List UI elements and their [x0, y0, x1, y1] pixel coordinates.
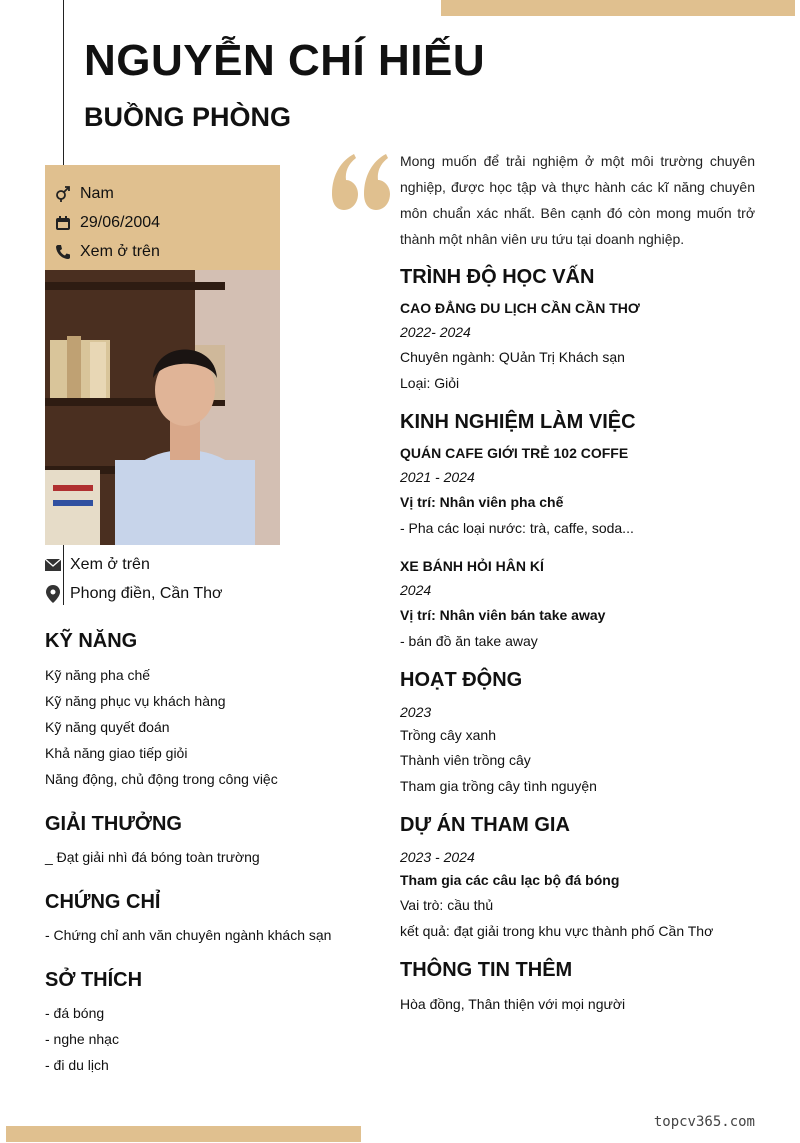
gender-icon — [54, 185, 71, 202]
profile-photo — [45, 270, 280, 545]
education-major: Chuyên ngành: QUản Trị Khách sạn — [400, 349, 625, 365]
location-icon — [45, 586, 61, 602]
email-row — [45, 550, 223, 579]
hobbies-title: SỞ THÍCH — [45, 969, 143, 991]
job-position: Vị trí: Nhân viên pha chế — [400, 494, 564, 510]
project-result: kết quả: đạt giải trong khu vực thành phố Cần Thơ — [400, 923, 714, 939]
job-company: QUÁN CAFE GIỚI TRẺ 102 COFFE — [400, 445, 629, 461]
education-grade: Loại: Giỏi — [400, 375, 460, 391]
skill-item: Năng động, chủ động trong công việc — [45, 771, 278, 787]
career-objective: Mong muốn để trải nghiệm ở một môi trường chuyên nghiệp, được học tập và thực hành các kĩ năng chuyên môn chuẩn xác nhất. Bên cạnh đó còn mong muốn trở thành một nhân viên ưu tứu tại doanh nghiệp. — [400, 153, 755, 247]
award-item: _ Đạt giải nhì đá bóng toàn trường — [45, 849, 260, 865]
activities-period: 2023 — [400, 704, 432, 720]
project-role: Vai trò: cầu thủ — [400, 897, 494, 913]
job-description: - Pha các loại nước: trà, caffe, soda... — [400, 520, 634, 536]
extra-info-text: Hòa đồng, Thân thiện với mọi người — [400, 996, 626, 1012]
email-value: Xem ở trên — [70, 555, 150, 573]
phone-row — [45, 237, 280, 266]
skill-item: Kỹ năng phục vụ khách hàng — [45, 693, 226, 709]
extra-info-title: THÔNG TIN THÊM — [400, 959, 573, 981]
certificates-title: CHỨNG CHỈ — [45, 891, 161, 913]
job-description: - bán đồ ăn take away — [400, 633, 538, 649]
birthday-row — [45, 208, 280, 237]
bottom-accent-bar — [6, 1126, 361, 1142]
job-period: 2021 - 2024 — [400, 469, 475, 485]
education-period: 2022- 2024 — [400, 324, 471, 340]
candidate-name: NGUYỄN CHÍ HIẾU — [84, 36, 486, 85]
hobby-item: - đi du lịch — [45, 1057, 109, 1073]
phone-icon — [54, 243, 71, 260]
project-period: 2023 - 2024 — [400, 849, 475, 865]
education-title: TRÌNH ĐỘ HỌC VẤN — [400, 266, 595, 288]
phone-value: Xem ở trên — [80, 242, 160, 260]
project-name: Tham gia các câu lạc bộ đá bóng — [400, 872, 620, 888]
job-period: 2024 — [400, 582, 432, 598]
personal-info-box — [45, 165, 280, 270]
experience-title: KINH NGHIỆM LÀM VIỆC — [400, 411, 636, 433]
awards-title: GIẢI THƯỞNG — [45, 813, 182, 835]
skill-item: Khả năng giao tiếp giỏi — [45, 745, 188, 761]
school-name: CAO ĐẲNG DU LỊCH CẦN CẦN THƠ — [400, 300, 640, 316]
activity-item: Tham gia trồng cây tình nguyện — [400, 778, 597, 794]
job-position: Vị trí: Nhân viên bán take away — [400, 607, 606, 623]
skills-title: KỸ NĂNG — [45, 630, 138, 652]
contact-info — [45, 550, 223, 608]
gender-row — [45, 179, 280, 208]
activities-title: HOẠT ĐỘNG — [400, 669, 523, 691]
address-row — [45, 579, 223, 608]
job-company: XE BÁNH HỎI HÂN KÍ — [400, 558, 544, 574]
calendar-icon — [54, 214, 71, 231]
hobby-item: - nghe nhạc — [45, 1031, 119, 1047]
activity-item: Thành viên trồng cây — [400, 752, 531, 768]
candidate-role: BUỒNG PHÒNG — [84, 102, 292, 132]
activity-item: Trồng cây xanh — [400, 727, 496, 743]
certificate-item: - Chứng chỉ anh văn chuyên ngành khách sạn — [45, 927, 332, 943]
divider-line — [63, 0, 64, 165]
quote-icon — [328, 150, 394, 216]
skill-item: Kỹ năng pha chế — [45, 667, 151, 683]
mail-icon — [45, 557, 61, 573]
hobby-item: - đá bóng — [45, 1005, 105, 1021]
address-value: Phong điền, Cần Thơ — [70, 584, 223, 602]
birthday-value: 29/06/2004 — [80, 213, 161, 231]
top-accent-bar — [441, 0, 795, 16]
watermark: topcv365.com — [653, 1114, 755, 1130]
projects-title: DỰ ÁN THAM GIA — [400, 814, 570, 836]
skill-item: Kỹ năng quyết đoán — [45, 719, 170, 735]
gender-value: Nam — [80, 184, 114, 202]
